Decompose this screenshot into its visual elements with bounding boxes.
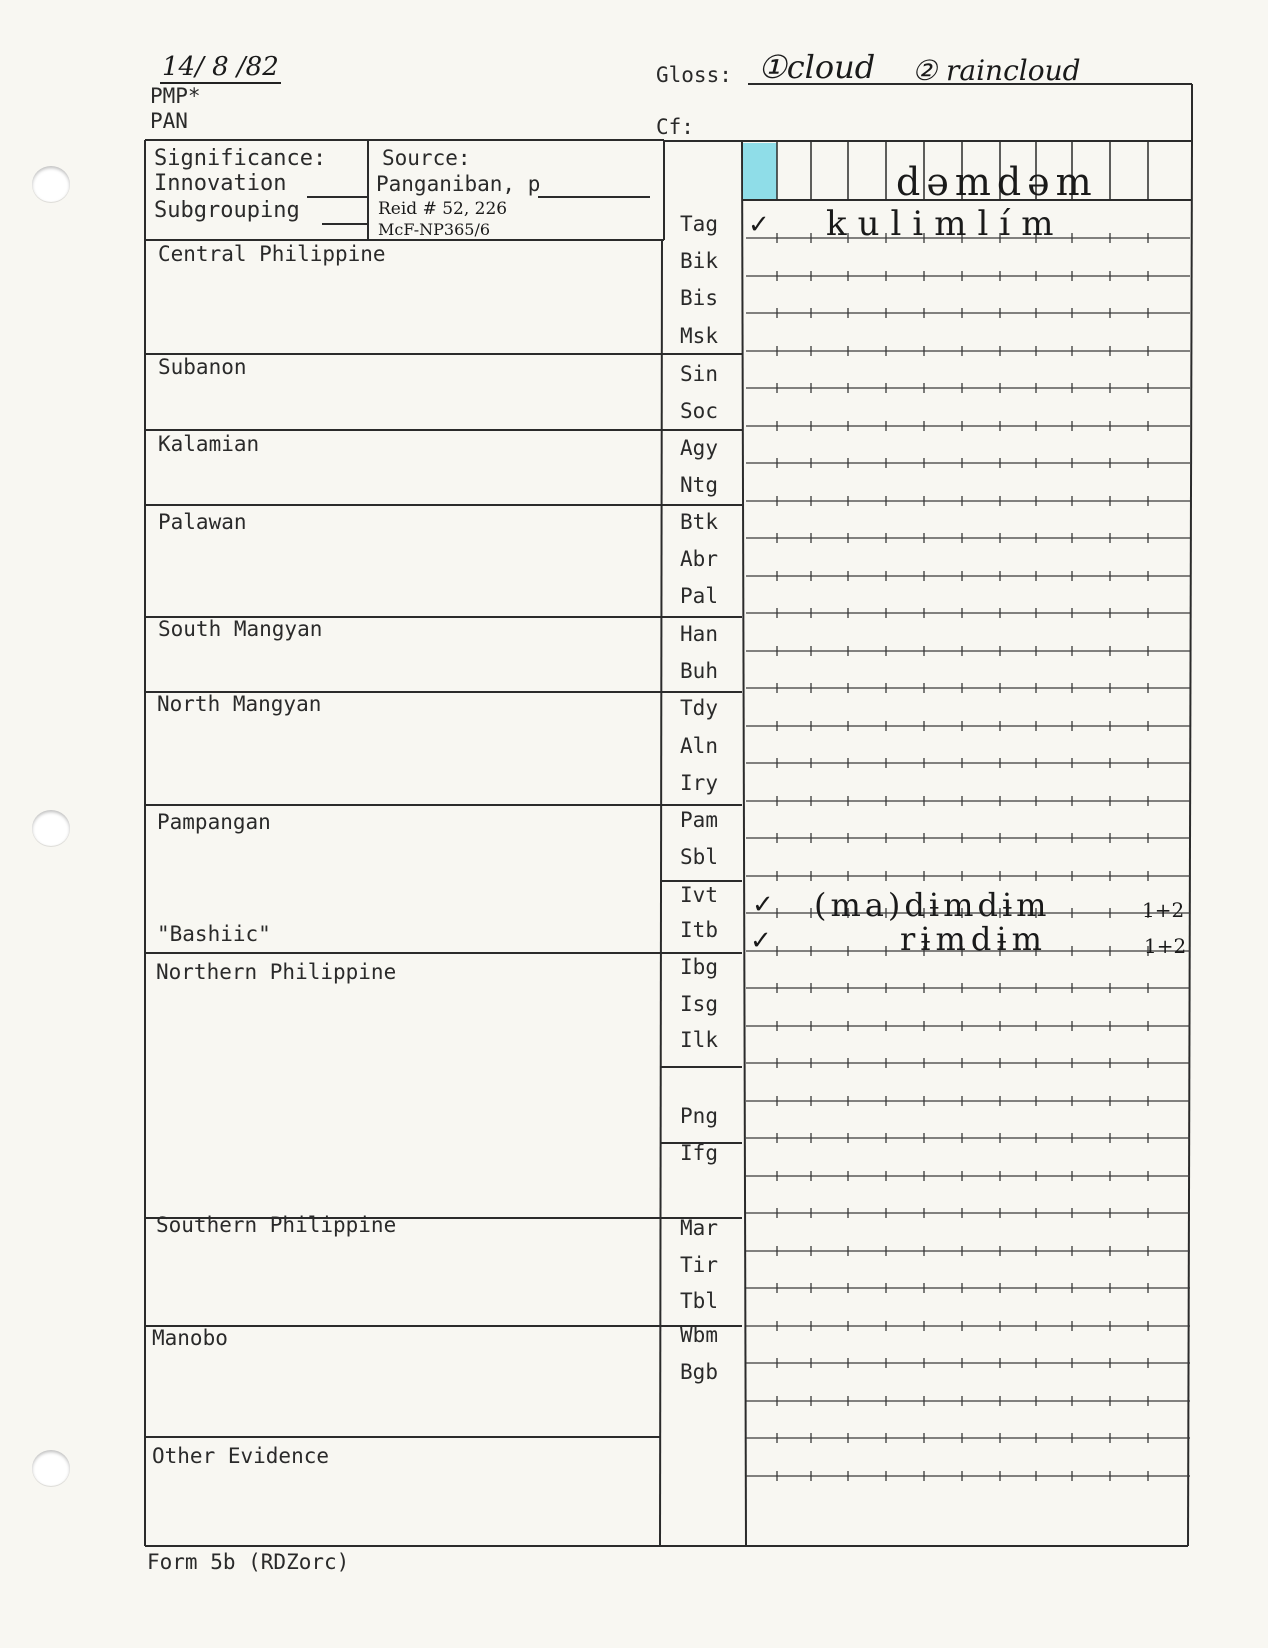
ivt-check: ✓ <box>752 890 774 920</box>
language-code-agy: Agy <box>680 436 718 460</box>
date: 14/ 8 /82 <box>162 52 279 82</box>
gloss-label: Gloss: <box>656 63 732 87</box>
section-south-mangyan: South Mangyan <box>158 617 323 641</box>
language-code-ntg: Ntg <box>680 473 718 497</box>
language-code-tir: Tir <box>680 1253 718 1277</box>
language-code-sbl: Sbl <box>680 845 718 869</box>
source-mcf: McF-NP365/6 <box>378 220 491 239</box>
section-northern-philippine: Northern Philippine <box>156 960 397 984</box>
itb-form: rɨmdɨm <box>900 920 1047 958</box>
reconstruction-form: dəmdəm <box>896 160 1098 204</box>
ivt-form: (ma)dɨmdɨm <box>814 886 1051 924</box>
language-code-wbm: Wbm <box>680 1323 718 1347</box>
source-reid: Reid # 52, 226 <box>378 199 508 219</box>
language-code-sin: Sin <box>680 362 718 386</box>
language-code-tag: Tag <box>680 212 718 236</box>
language-code-ibg: Ibg <box>680 955 718 979</box>
pmp-label: PMP* <box>150 84 201 108</box>
language-code-soc: Soc <box>680 399 718 423</box>
language-code-bik: Bik <box>680 249 718 273</box>
itb-check: ✓ <box>750 926 772 956</box>
subgrouping-label: Subgrouping <box>154 198 300 223</box>
section-southern-philippine: Southern Philippine <box>156 1213 397 1237</box>
language-code-mar: Mar <box>680 1216 718 1240</box>
gloss-value-1: ①cloud <box>758 48 876 86</box>
language-code-bis: Bis <box>680 286 718 310</box>
section-manobo: Manobo <box>152 1326 228 1350</box>
section-palawan: Palawan <box>158 510 247 534</box>
significance-title: Significance: <box>154 146 327 171</box>
language-code-isg: Isg <box>680 992 718 1016</box>
section-subanon: Subanon <box>158 355 247 379</box>
source-name: Panganiban, p <box>376 172 541 196</box>
language-code-aln: Aln <box>680 734 718 758</box>
language-code-abr: Abr <box>680 547 718 571</box>
section-pampangan: Pampangan <box>157 810 271 834</box>
gloss-value-2: ② raincloud <box>912 54 1081 87</box>
section-bashiic: "Bashiic" <box>157 922 271 946</box>
language-code-msk: Msk <box>680 324 718 348</box>
source-label: Source: <box>382 146 471 170</box>
pan-label: PAN <box>150 109 188 133</box>
language-code-bgb: Bgb <box>680 1360 718 1384</box>
section-kalamian: Kalamian <box>158 432 260 456</box>
ivt-note: 1+2 <box>1142 898 1185 922</box>
language-code-pal: Pal <box>680 584 718 608</box>
language-code-tbl: Tbl <box>680 1289 718 1313</box>
language-code-itb: Itb <box>680 918 718 942</box>
language-code-pam: Pam <box>680 808 718 832</box>
innovation-label: Innovation <box>154 171 287 196</box>
tag-check: ✓ <box>748 210 770 240</box>
section-other-evidence: Other Evidence <box>152 1444 330 1468</box>
section-north-mangyan: North Mangyan <box>157 692 322 716</box>
language-code-iry: Iry <box>680 771 718 795</box>
language-code-buh: Buh <box>680 659 718 683</box>
cf-label: Cf: <box>656 115 694 139</box>
language-code-han: Han <box>680 622 718 646</box>
tag-form: kulimlím <box>826 204 1065 244</box>
language-code-ilk: Ilk <box>680 1028 718 1052</box>
section-central-philippine: Central Philippine <box>158 242 386 266</box>
language-code-ifg: Ifg <box>680 1141 718 1165</box>
language-code-tdy: Tdy <box>680 696 718 720</box>
language-code-btk: Btk <box>680 510 718 534</box>
form-footer: Form 5b (RDZorc) <box>147 1550 350 1574</box>
language-code-ivt: Ivt <box>680 883 718 907</box>
language-code-png: Png <box>680 1104 718 1128</box>
itb-note: 1+2 <box>1144 934 1187 958</box>
